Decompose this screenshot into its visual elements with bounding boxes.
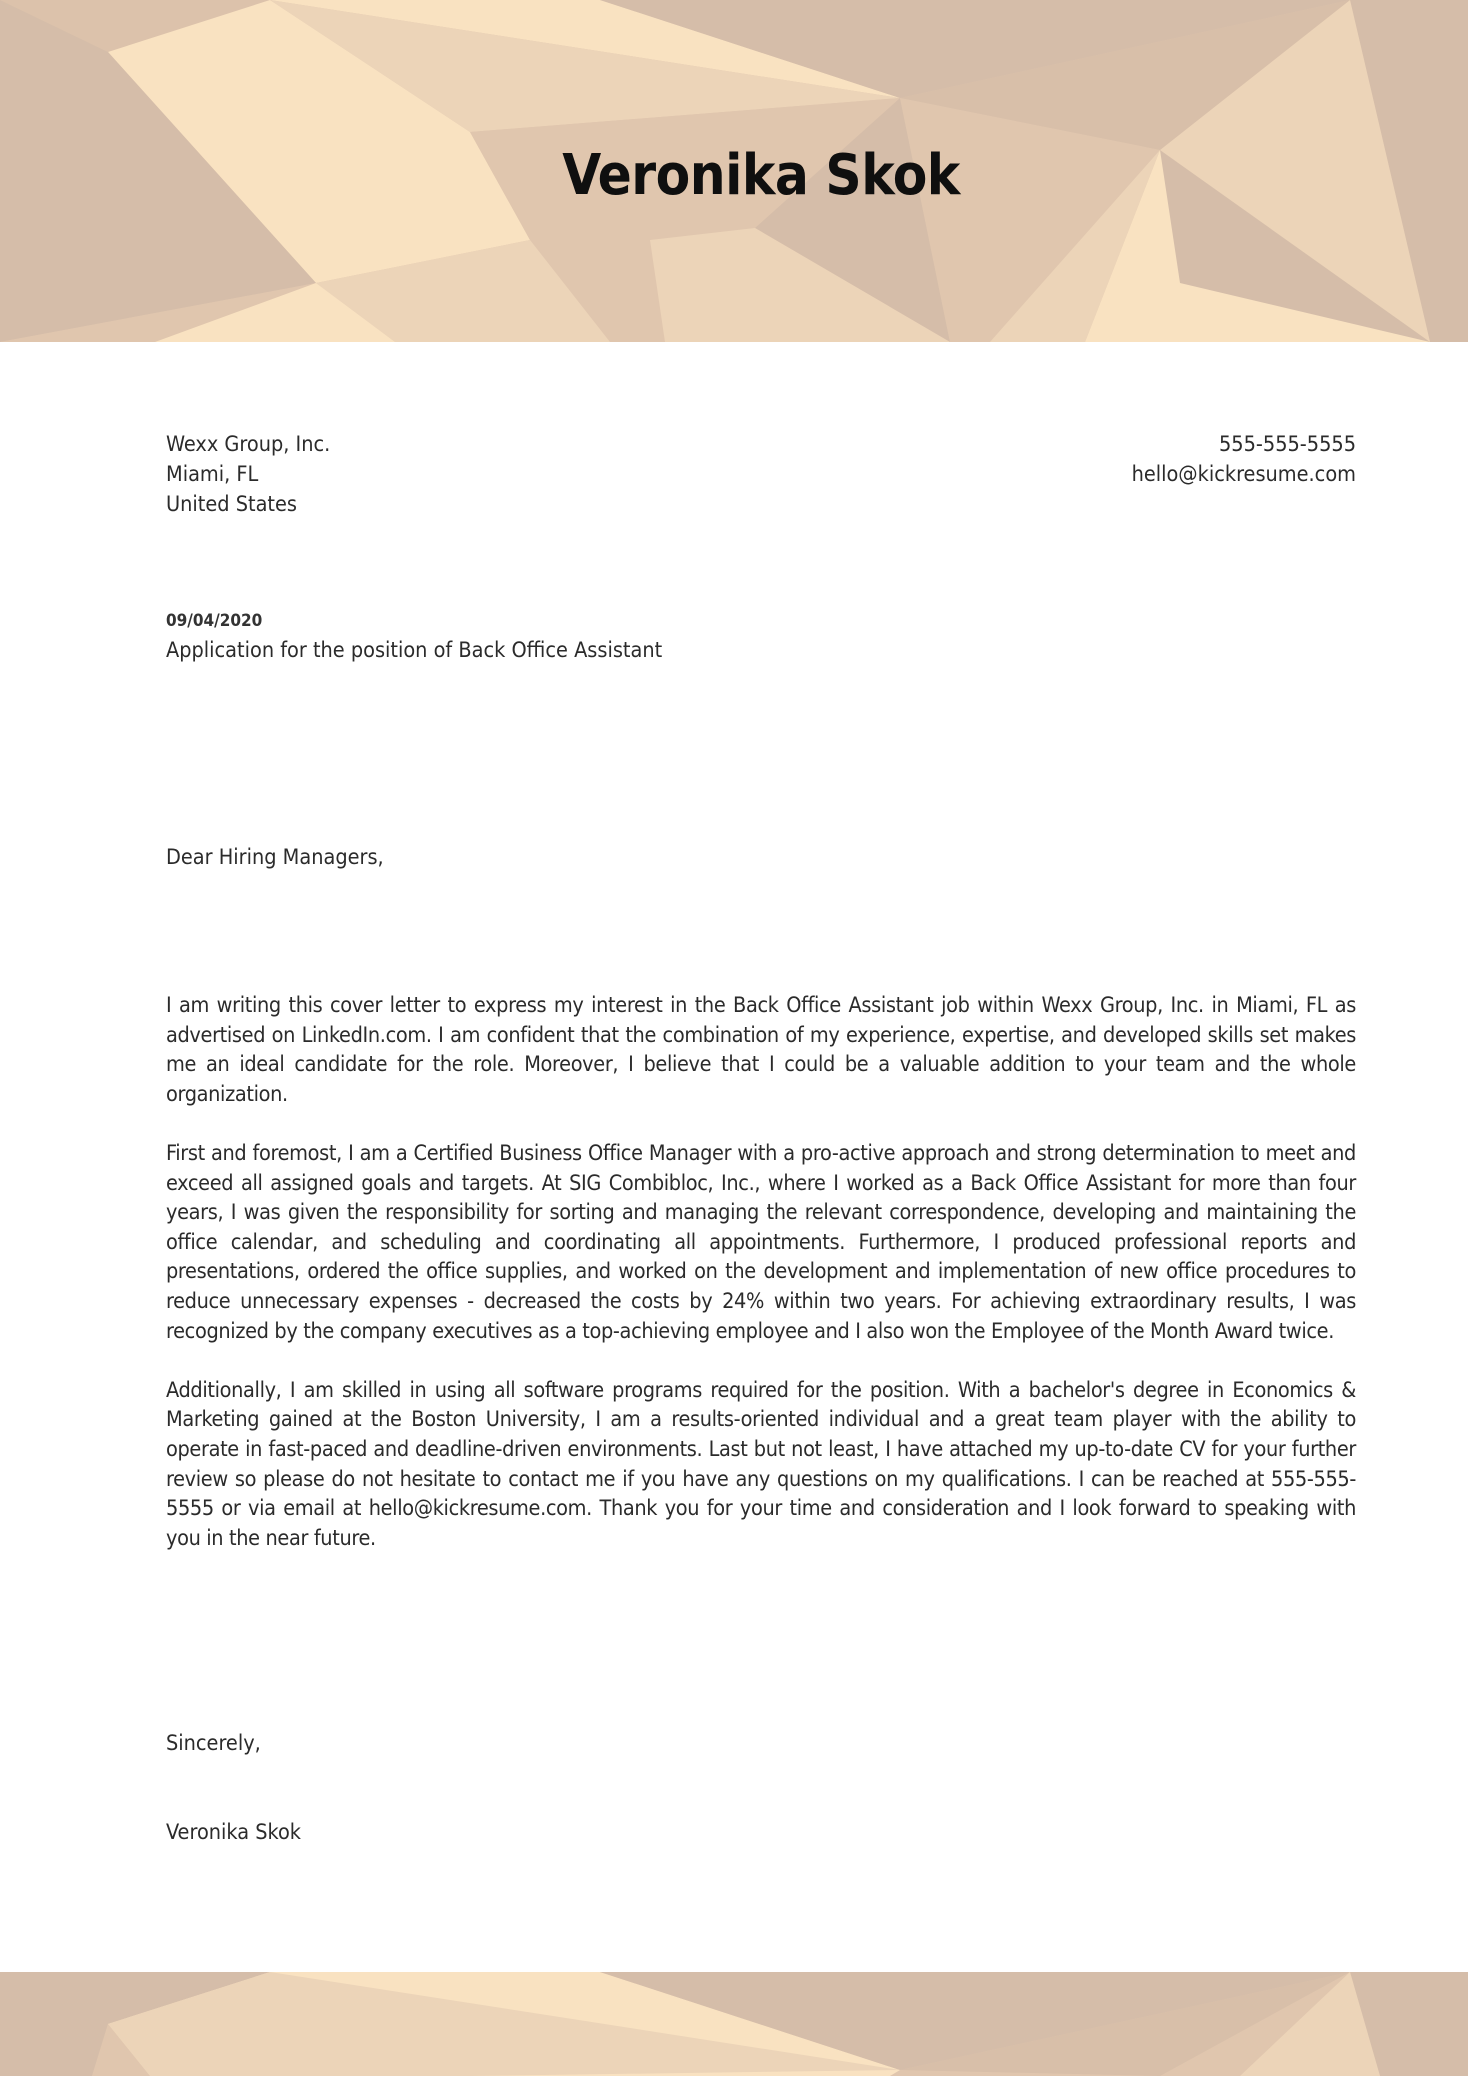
polygon-background [0, 1972, 1468, 2076]
body-paragraph: Additionally, I am skilled in using all software programs required for the position. With a bachelor's degree in Economics & Marketing gained at the Boston University, I am a results-oriented individual and a great team player with the ability to operate in fast-paced and deadline-driven environments. Last but not least, I have attached my up-to-date CV for your further review so please do not hesitate to contact me if you have any questions on my qualifications. I can be reached at 555-555-5555 or via email at hello@kickresume.com. Thank you for your time and consideration and I look forward to speaking with you in the near future. [166, 1377, 1356, 1551]
body-paragraph: I am writing this cover letter to express my interest in the Back Office Assistant job within Wexx Group, Inc. in Miami, FL as advertised on LinkedIn.com. I am confident that the combination of my experience, expertise, and developed skills set makes me an ideal candidate for the role. Moreover, I believe that I could be a valuable addition to your team and the whole organization. [166, 993, 1356, 1107]
letter-body [166, 991, 1356, 1583]
letter-closing: Sincerely, [166, 1731, 261, 1756]
contact-phone: 555-555-5555 [1219, 432, 1356, 457]
recipient-address [166, 430, 330, 520]
letter-greeting: Dear Hiring Managers, [166, 845, 384, 870]
sender-contact [1132, 430, 1356, 490]
recipient-city: Miami, FL [166, 462, 259, 487]
contact-email: hello@kickresume.com [1131, 462, 1356, 487]
letter-signature: Veronika Skok [166, 1820, 301, 1845]
footer-banner [0, 1972, 1468, 2076]
body-paragraph: First and foremost, I am a Certified Business Office Manager with a pro-active approach and strong determination to meet and exceed all assigned goals and targets. At SIG Combibloc, Inc., where I worked as a Back Office Assistant for more than four years, I was given the responsibility for sorting and managing the relevant correspondence, developing and maintaining the office calendar, and scheduling and coordinating all appointments. Furthermore, I produced professional reports and presentations, ordered the office supplies, and worked on the development and implementation of new office procedures to reduce unnecessary expenses - decreased the costs by 24% within two years. For achieving extraordinary results, I was recognized by the company executives as a top-achieving employee and I also won the Employee of the Month Award twice. [166, 1140, 1356, 1344]
recipient-country: United States [166, 492, 297, 517]
letter-subject: Application for the position of Back Office Assistant [166, 638, 663, 663]
page-title: Veronika Skok [562, 143, 960, 208]
letter-date: 09/04/2020 [166, 611, 263, 631]
recipient-company: Wexx Group, Inc. [166, 432, 331, 457]
